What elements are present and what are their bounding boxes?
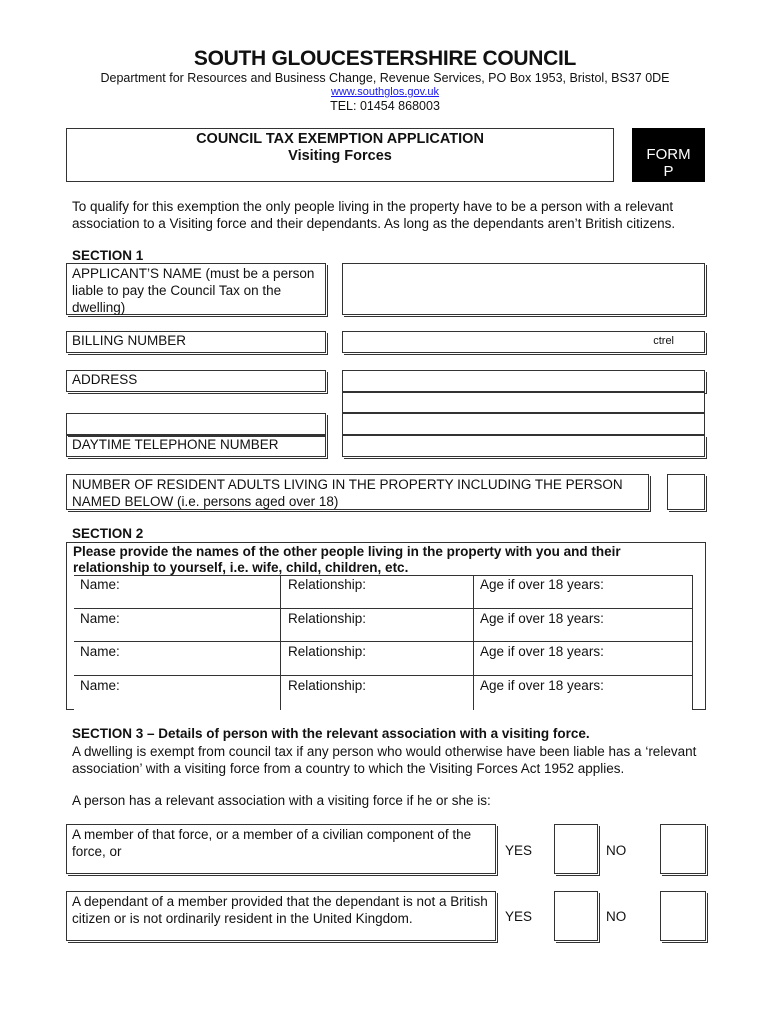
row4-name[interactable]: Name: [80, 678, 120, 693]
address-line-blank [66, 413, 326, 435]
row3-name[interactable]: Name: [80, 644, 120, 659]
q2-text: A dependant of a member provided that the dependant is not a British citizen or is not ordinarily resident in the United Kingdom. [72, 894, 488, 926]
row1-name[interactable]: Name: [80, 577, 120, 592]
row3-age[interactable]: Age if over 18 years: [480, 644, 604, 659]
q1-yes-label: YES [505, 843, 533, 858]
form-badge-label: FORM [646, 146, 691, 163]
section3-para2: A person has a relevant association with a visiting force if he or she is: [72, 793, 491, 808]
billing-label: BILLING NUMBER [72, 333, 187, 348]
section2-heading: SECTION 2 [72, 526, 144, 541]
form-badge [632, 128, 705, 182]
section1-heading: SECTION 1 [72, 248, 144, 263]
title-box [66, 128, 614, 182]
section3-heading: SECTION 3 – Details of person with the relevant association with a visiting force. [72, 726, 590, 741]
billing-number-field[interactable] [342, 331, 705, 353]
applicant-name-field[interactable] [342, 263, 705, 315]
billing-label-box [66, 331, 326, 353]
telephone: TEL: 01454 868003 [330, 99, 440, 113]
q1-text: A member of that force, or a member of a civilian component of the force, or [72, 827, 472, 859]
address-line-2-field[interactable] [342, 392, 705, 413]
row2-age[interactable]: Age if over 18 years: [480, 611, 604, 626]
department-address: Department for Resources and Business Change, Revenue Services, PO Box 1953, Bristol, BS37 0DE [100, 71, 670, 85]
adults-count-field[interactable] [667, 474, 705, 510]
q2-yes-checkbox[interactable] [554, 891, 598, 941]
q2-box [66, 891, 496, 941]
row1-relationship[interactable]: Relationship: [288, 577, 367, 592]
phone-field[interactable] [342, 435, 705, 457]
address-label: ADDRESS [72, 372, 138, 387]
row4-age[interactable]: Age if over 18 years: [480, 678, 604, 693]
row3-relationship[interactable]: Relationship: [288, 644, 367, 659]
q2-no-label: NO [606, 909, 627, 924]
phone-label-box [66, 435, 326, 457]
row2-name[interactable]: Name: [80, 611, 120, 626]
address-line-1-field[interactable] [342, 370, 705, 392]
form-title: COUNCIL TAX EXEMPTION APPLICATION [196, 131, 484, 147]
row2-relationship[interactable]: Relationship: [288, 611, 367, 626]
applicant-label: APPLICANT’S NAME (must be a person liable to pay the Council Tax on the dwelling) [72, 266, 315, 315]
website-link[interactable]: www.southglos.gov.uk [330, 86, 440, 98]
address-label-box [66, 370, 326, 392]
section2-instruction: Please provide the names of the other people living in the property with you and their relationship to yourself, i.e. wife, child, children, etc. [73, 544, 621, 575]
address-line-3-field[interactable] [342, 413, 705, 435]
q2-yes-label: YES [505, 909, 533, 924]
applicant-label-box [66, 263, 326, 315]
intro-text: To qualify for this exemption the only people living in the property have to be a person with a relevant association to a Visiting force and their dependants. As long as the dependants aren’t British citizens. [72, 199, 676, 231]
q1-box [66, 824, 496, 874]
section3-para1: A dwelling is exempt from council tax if any person who would otherwise have been liable has a ‘relevant association’ with a visiting force from a country to which the Visiting Forces Act 1952 applies. [72, 744, 697, 776]
form-subtitle: Visiting Forces [288, 148, 392, 164]
adults-label: NUMBER OF RESIDENT ADULTS LIVING IN THE PROPERTY INCLUDING THE PERSON NAMED BELOW (i.e. persons aged over 18) [72, 477, 623, 509]
q1-no-checkbox[interactable] [660, 824, 706, 874]
council-name: SOUTH GLOUCESTERSHIRE COUNCIL [193, 47, 577, 70]
billing-number-value: ctrel [653, 335, 674, 347]
q1-yes-checkbox[interactable] [554, 824, 598, 874]
row4-relationship[interactable]: Relationship: [288, 678, 367, 693]
row1-age[interactable]: Age if over 18 years: [480, 577, 604, 592]
adults-label-box [66, 474, 649, 510]
q1-no-label: NO [606, 843, 627, 858]
household-table [74, 575, 693, 710]
phone-label: DAYTIME TELEPHONE NUMBER [72, 437, 279, 452]
q2-no-checkbox[interactable] [660, 891, 706, 941]
form-badge-letter: P [663, 163, 674, 180]
